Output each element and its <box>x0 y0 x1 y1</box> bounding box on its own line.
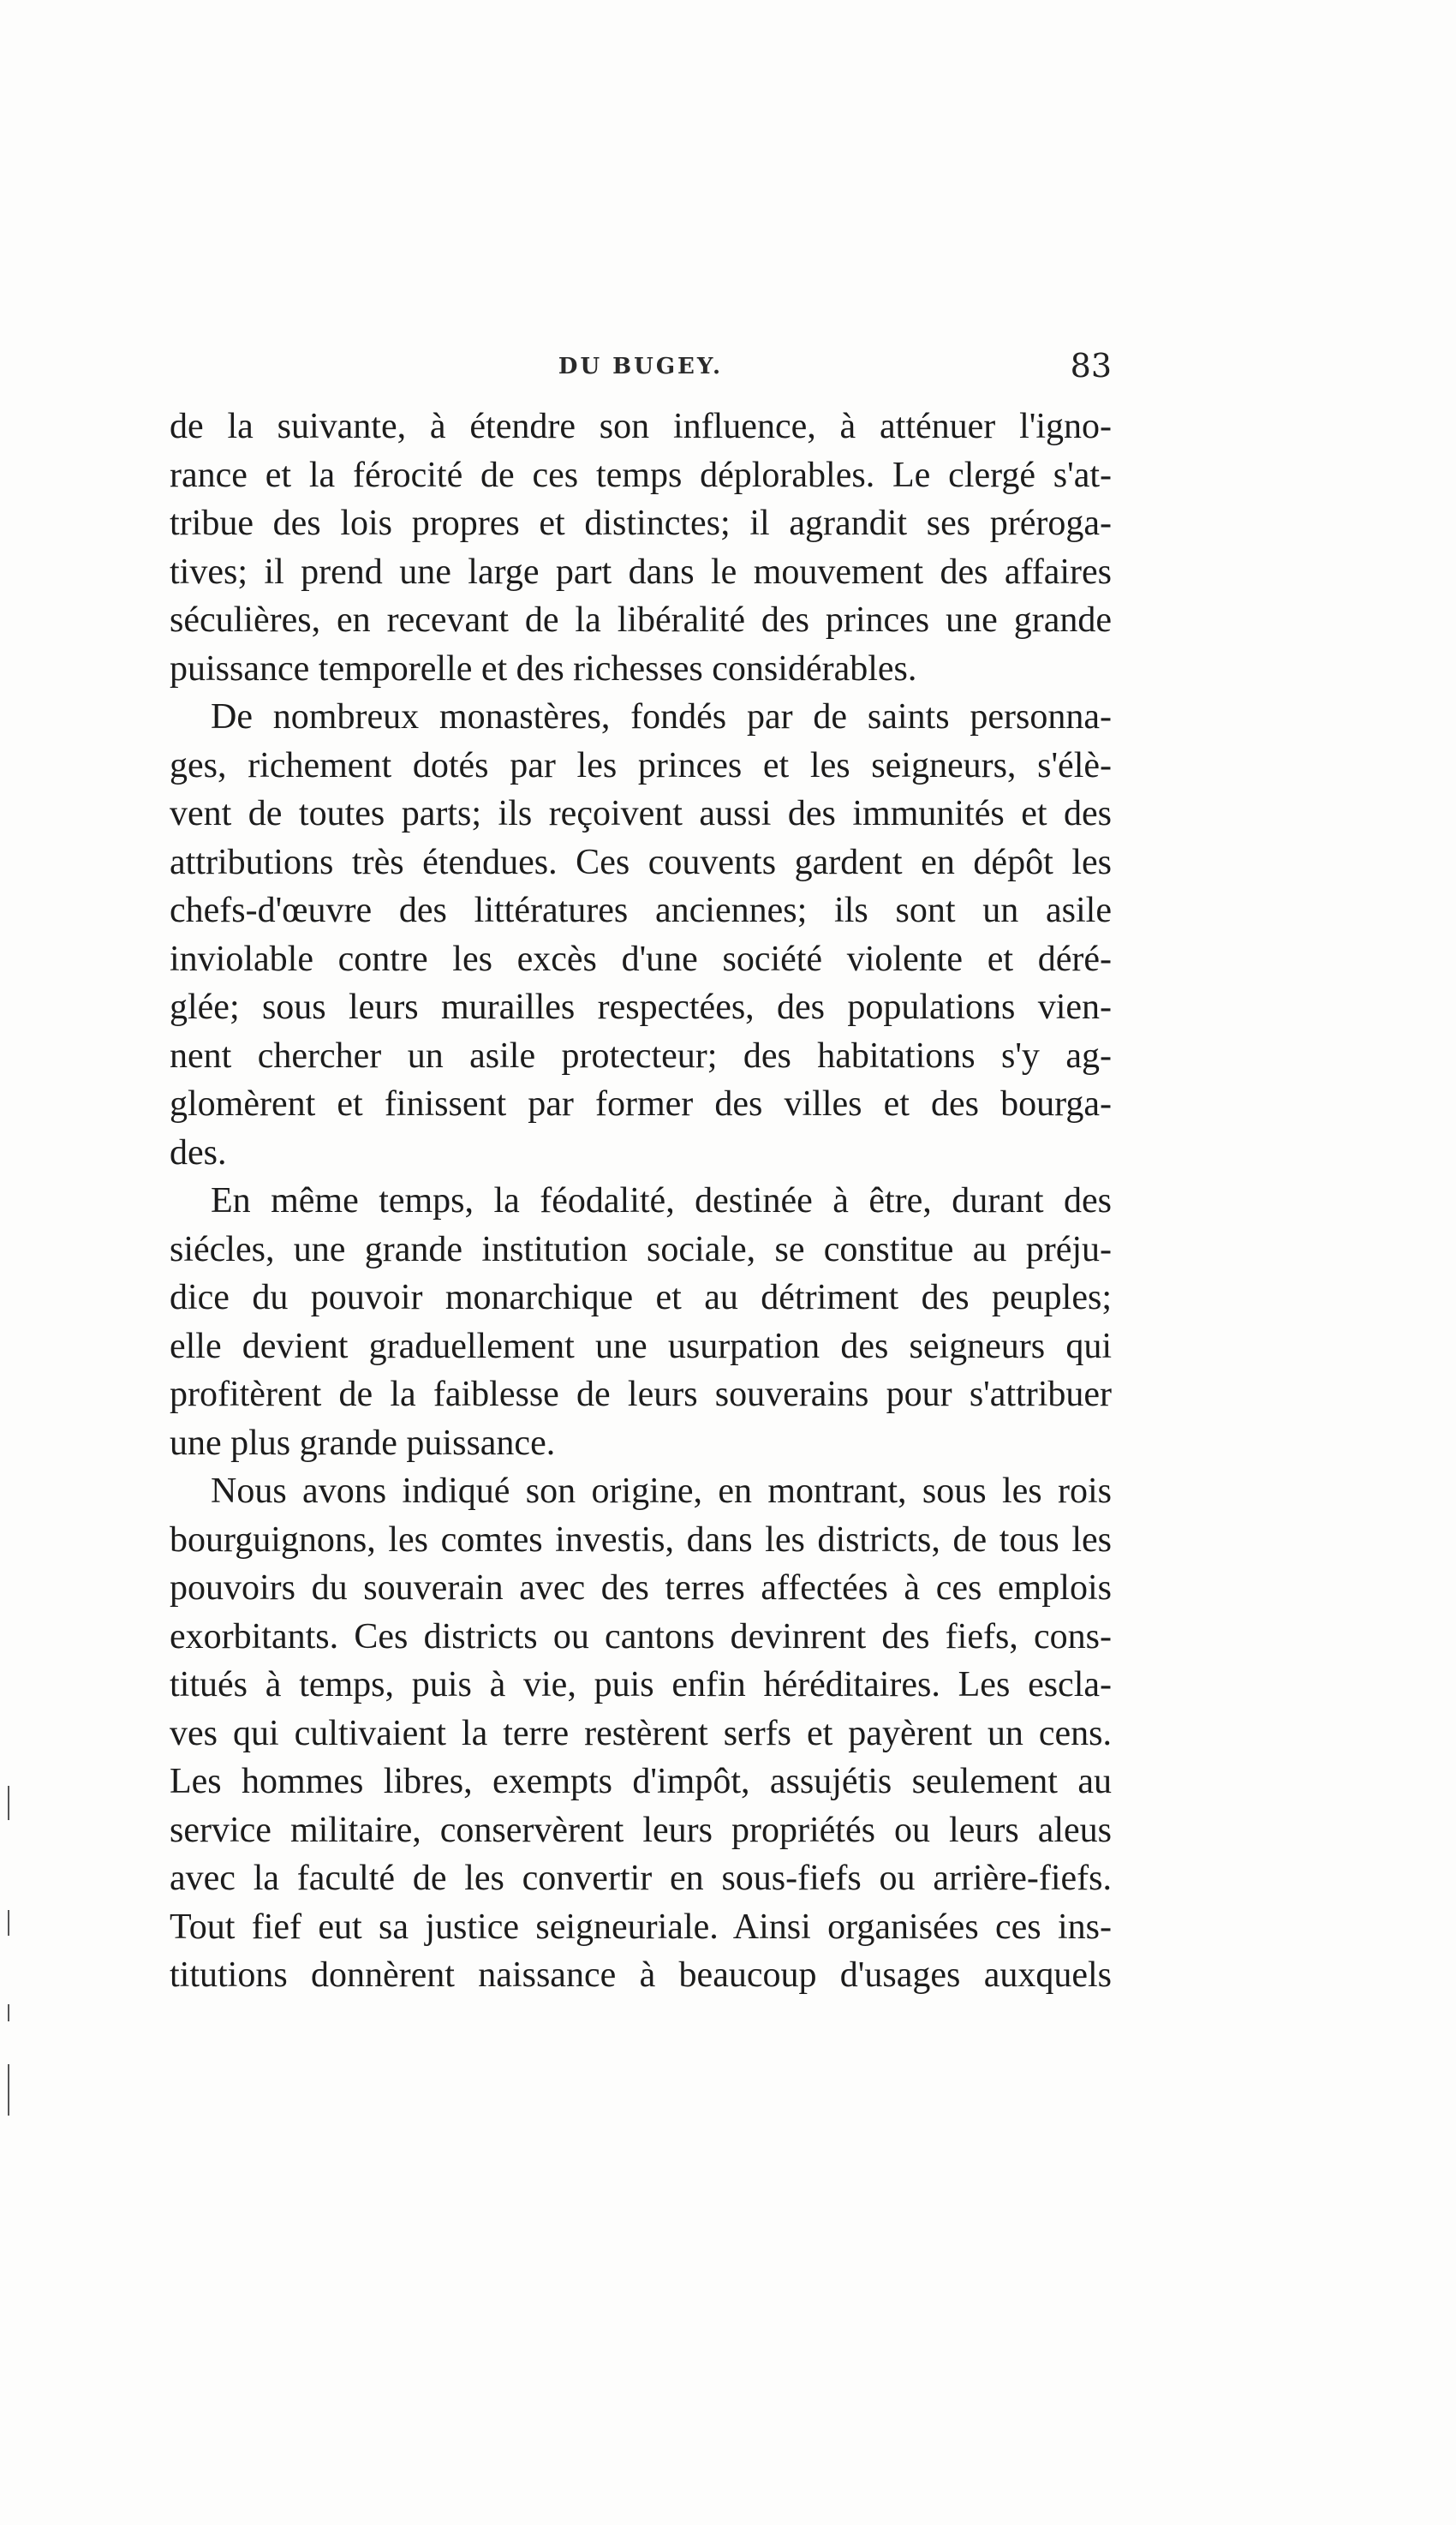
scan-mark <box>8 1910 9 1936</box>
text-line: chefs-d'œuvre des littératures anciennes; ils sont un asile <box>170 891 1112 930</box>
text-line: une plus grande puissance. <box>170 1423 556 1463</box>
running-head <box>170 347 1112 398</box>
paragraph-2 <box>170 693 1112 1177</box>
text-line: inviolable contre les excès d'une société violente et déré- <box>170 939 1112 979</box>
text-line: service militaire, conservèrent leurs propriétés ou leurs aleus <box>170 1810 1112 1850</box>
text-line: Les hommes libres, exempts d'impôt, assujétis seulement au <box>170 1762 1112 1801</box>
paragraph-3 <box>170 1177 1112 1467</box>
page-number: 83 <box>1070 347 1112 385</box>
text-line: glée; sous leurs murailles respectées, des populations vien- <box>170 988 1112 1027</box>
text-line: de la suivante, à étendre son influence, à atténuer l'igno- <box>170 407 1112 446</box>
scan-mark <box>8 1786 9 1820</box>
scan-mark <box>8 2004 9 2021</box>
text-line: siécles, une grande institution sociale, se constitue au préju- <box>170 1229 1112 1269</box>
text-line: exorbitants. Ces districts ou cantons devinrent des fiefs, cons- <box>170 1616 1112 1656</box>
text-line: vent de toutes parts; ils reçoivent aussi des immunités et des <box>170 794 1112 833</box>
text-line: Tout fief eut sa justice seigneuriale. Ainsi organisées ces ins- <box>170 1907 1112 1947</box>
scan-mark <box>8 2064 9 2116</box>
text-line: elle devient graduellement une usurpation des seigneurs qui <box>170 1326 1112 1366</box>
paragraph-1 <box>170 403 1112 693</box>
text-line: puissance temporelle et des richesses considérables. <box>170 648 917 689</box>
text-line: tribue des lois propres et distinctes; il agrandit ses préroga- <box>170 504 1112 543</box>
text-line: attributions très étendues. Ces couvents gardent en dépôt les <box>170 842 1112 882</box>
text-line: Nous avons indiqué son origine, en montrant, sous les rois <box>211 1471 1112 1511</box>
text-line: pouvoirs du souverain avec des terres affectées à ces emplois <box>170 1568 1112 1608</box>
text-line: glomèrent et finissent par former des villes et des bourga- <box>170 1084 1112 1124</box>
text-line: ges, richement dotés par les princes et les seigneurs, s'élè- <box>170 745 1112 785</box>
text-line: profitèrent de la faiblesse de leurs souverains pour s'attribuer <box>170 1375 1112 1414</box>
text-line: séculières, en recevant de la libéralité des princes une grande <box>170 600 1112 640</box>
text-line: nent chercher un asile protecteur; des habitations s'y ag- <box>170 1036 1112 1076</box>
text-line: des. <box>170 1132 227 1173</box>
text-line: titutions donnèrent naissance à beaucoup d'usages auxquels <box>170 1955 1112 1995</box>
running-title: DU BUGEY. <box>558 354 724 379</box>
text-line: dice du pouvoir monarchique et au détriment des peuples; <box>170 1278 1112 1317</box>
text-line: tives; il prend une large part dans le mouvement des affaires <box>170 552 1112 592</box>
text-line: ves qui cultivaient la terre restèrent serfs et payèrent un cens. <box>170 1713 1112 1753</box>
text-line: En même temps, la féodalité, destinée à être, durant des <box>211 1181 1112 1221</box>
body-text <box>170 403 1112 2000</box>
text-line: De nombreux monastères, fondés par de saints personna- <box>211 697 1112 737</box>
paragraph-4 <box>170 1467 1112 2000</box>
text-line: titués à temps, puis à vie, puis enfin héréditaires. Les escla- <box>170 1665 1112 1704</box>
text-line: avec la faculté de les convertir en sous-fiefs ou arrière-fiefs. <box>170 1859 1112 1898</box>
text-line: rance et la férocité de ces temps déplorables. Le clergé s'at- <box>170 455 1112 495</box>
text-line: bourguignons, les comtes investis, dans les districts, de tous les <box>170 1519 1112 1560</box>
